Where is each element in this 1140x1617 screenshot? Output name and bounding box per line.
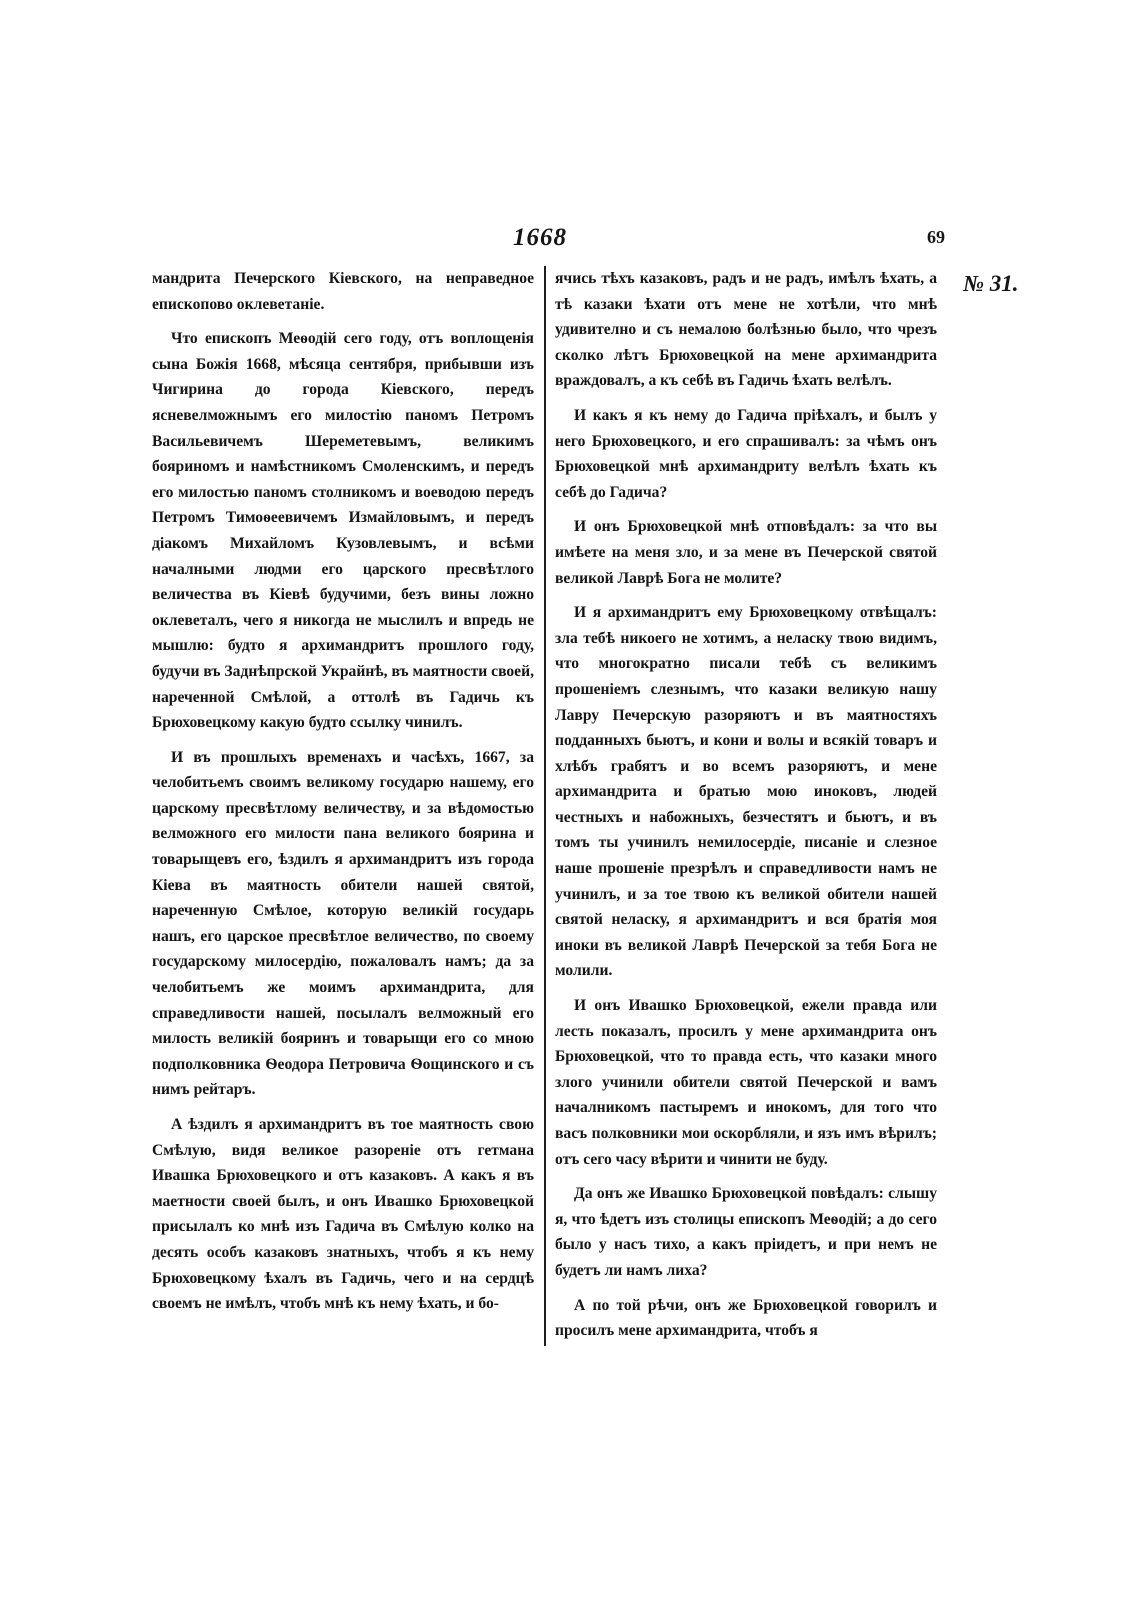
paragraph: Что епископъ Меѳодій сего году, отъ воплощенія сына Божія 1668, мѣсяца сентября, прибывши изъ Чигирина до города Кіевского, передъ ясневелможнымъ его милостію паномъ Петромъ Васильевичемъ Шереметевымъ, великимъ бояриномъ и намѣстникомъ Смоленскимъ, и передъ его милостью паномъ столникомъ и воеводою передъ Петромъ Тимоѳеевичемъ Измайловымъ, и передъ діакомъ Михайломъ Кузовлевымъ, и всѣми началными людми его царского пресвѣтлого величества въ Кіевѣ будучими, безъ вины ложно оклеветалъ, чего я никогда не мыслилъ и впредь не мышлю: будто я архимандритъ прошлого году, будучи въ Заднѣпрской Украйнѣ, въ маятности своей, нареченной Смѣлой, а оттолѣ въ Гадичь къ Брюховецкому какую будто ссылку чинилъ. xyxy=(152,330,534,732)
right-text-column xyxy=(555,266,937,1353)
paragraph: А ѣздилъ я архимандритъ въ тое маятность свою Смѣлую, видя великое разореніе отъ гетмана Ивашка Брюховецкого и отъ казаковъ. А какъ я въ маетности своей былъ, и онъ Ивашко Брюховецкой присылалъ ко мнѣ изъ Гадича въ Смѣлую колко на десять особъ казаковъ знатныхъ, чтобъ я къ нему Брюховецкому ѣхалъ въ Гадичь, чего и на сердцѣ своемъ не имѣлъ, чтобъ мнѣ къ нему ѣхать, и бо- xyxy=(152,1116,534,1313)
paragraph: И въ прошлыхъ временахъ и часѣхъ, 1667, за челобитьемъ своимъ великому государю нашему, его царскому пресвѣтлому величеству, и за вѣдомостью велможного его милости пана великого боярина и товарыщевъ его, ѣздилъ я архимандритъ изъ города Кіева въ маятность обители нашей святой, нареченную Смѣлое, которую великій государь нашъ, его царское пресвѣтлое величество, по своему государскому милосердію, пожаловалъ намъ; да за челобитьемъ же моимъ архимандрита, для справедливости нашей, посылалъ велможный его милость великій бояринъ и товарыщи его со мною подполковника Ѳеодора Петровича Ѳощинского и съ нимъ рейтаръ. xyxy=(152,748,534,1099)
page-number: 69 xyxy=(927,227,945,247)
paragraph: И онъ Ивашко Брюховецкой, ежели правда или лесть показалъ, просилъ у мене архимандрита онъ Брюховецкой, что то правда есть, что казаки много злого учинили обители святой Печерской и вамъ началникомъ пастыремъ и инокомъ, для того что васъ полковники мои оскорбляли, и язъ имъ вѣрилъ; отъ сего часу вѣрити и чинити не буду. xyxy=(555,997,937,1168)
paragraph: А по той рѣчи, онъ же Брюховецкой говорилъ и просилъ мене архимандрита, чтобъ я xyxy=(555,1296,937,1340)
paragraph: И я архимандритъ ему Брюховецкому отвѣщалъ: зла тебѣ никоего не хотимъ, а неласку твою видимъ, что многократно писали тебѣ съ великимъ прошеніемъ слезнымъ, что казаки великую нашу Лавру Печерскую разоряютъ и въ маятностяхъ подданныхъ бьютъ, и кони и волы и всякій товаръ и хлѣбъ грабятъ и во всемъ разоряютъ, и мене архимандрита и братью мою иноковъ, людей честныхъ и набожныхъ, безчестятъ и бьютъ, и въ томъ ты учинилъ немилосердіе, писаніе и слезное наше прошеніе презрѣлъ и справедливости намъ не учинилъ, и за тое твою къ великой обители нашей святой неласку, я архимандритъ и вся братія моя иноки въ великой Лаврѣ Печерской за тебя Бога не молили. xyxy=(555,604,937,980)
page-year: 1668 xyxy=(513,224,567,251)
page-header xyxy=(0,224,1140,264)
paragraph: ячись тѣхъ казаковъ, радъ и не радъ, имѣлъ ѣхать, а тѣ казаки ѣхати отъ мене не хотѣли, что мнѣ удивително и съ немалою болѣзнью было, что чрезъ сколко лѣтъ Брюховецкой на мене архимандрита враждовалъ, а къ себѣ въ Гадичь ѣхать велѣлъ. xyxy=(555,270,937,390)
document-number: № 31. xyxy=(963,271,1019,296)
paragraph: И какъ я къ нему до Гадича пріѣхалъ, и былъ у него Брюховецкого, и его спрашивалъ: за чѣмъ онъ Брюховецкой мнѣ архимандриту велѣлъ ѣхать къ себѣ до Гадича? xyxy=(555,406,937,501)
column-divider xyxy=(544,266,546,1346)
paragraph: Да онъ же Ивашко Брюховецкой повѣдалъ: слышу я, что ѣдетъ изъ столицы епископъ Меѳодій; а до сего было у насъ тихо, а какъ пріидетъ, и при немъ не будетъ ли намъ лиха? xyxy=(555,1185,937,1279)
paragraph: И онъ Брюховецкой мнѣ отповѣдалъ: за что вы имѣете на меня зло, и за мене въ Печерской святой великой Лаврѣ Бога не молите? xyxy=(555,518,937,587)
paragraph: мандрита Печерского Кіевского, на неправедное епископово оклеветаніе. xyxy=(152,270,534,313)
left-text-column xyxy=(152,266,534,1326)
